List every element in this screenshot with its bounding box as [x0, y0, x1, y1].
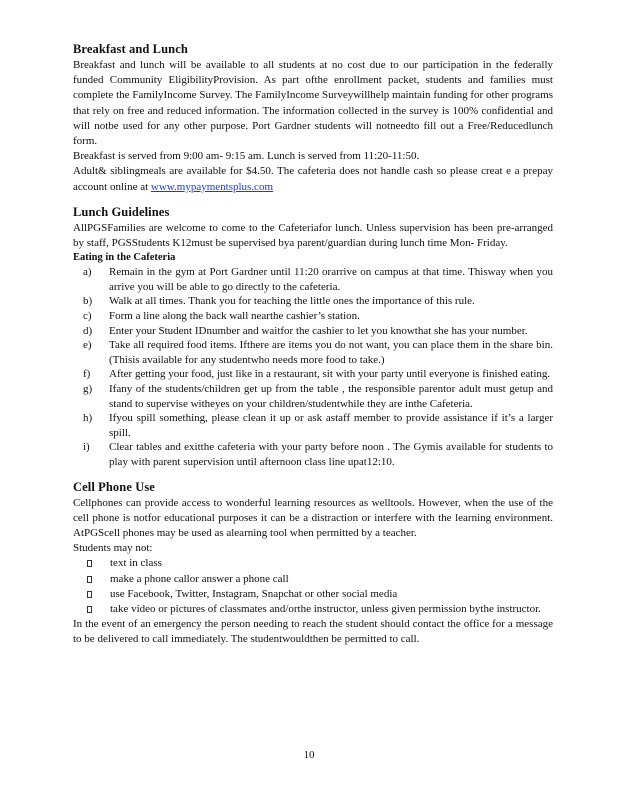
list-item: use Facebook, Twitter, Instagram, Snapchat or other social media [73, 587, 553, 602]
breakfast-lunch-heading: Breakfast and Lunch [73, 42, 188, 56]
adult-meals-paragraph [73, 164, 553, 194]
payments-link[interactable]: www.mypaymentsplus.com [150, 180, 273, 193]
breakfast-lunch-paragraph: Breakfast and lunch will be available to all students at no cost due to our participation in the federally funded Community EligibilityProvision. As part ofthe enrollment packet, students and families must complete the FamilyIncome Survey. The FamilyIncome Surveywillhelp maintain funding for other programs that rely on free and reduced information. The information collected in the survey is 100% confidential and will notbe used for any other purpose. Port Gardner students will notneedto fill out a Free/Reducedlunch form. [73, 59, 553, 148]
lunch-guidelines-section [73, 205, 553, 470]
list-item: a) Remain in the gym at Port Gardner until 11:20 orarrive on campus at that time. Thisway when you arrive you will be able to go directly to the cafeteria. [83, 266, 553, 293]
list-item: e) Take all required food items. Ifthere are items you do not want, you can place them in the share bin. (Thisis available for any studentwho needs more food to take.) [83, 339, 553, 366]
list-item: text in class [73, 556, 553, 571]
eating-cafeteria-subheading: Eating in the Cafeteria [73, 252, 176, 264]
prohibited-list [73, 556, 553, 617]
emergency-paragraph: In the event of an emergency the person needing to reach the student should contact the office for a message to be delivered to call immediately. The studentwouldthen be permitted to call. [73, 618, 553, 646]
cell-phone-section [73, 480, 553, 648]
list-item: b) Walk at all times. Thank you for teaching the little ones the importance of this rule. [83, 295, 475, 308]
cell-phone-paragraph: Cellphones can provide access to wonderful learning resources as welltools. However, when the use of the cell phone is notfor educational purposes it can be a distraction or interfere with the learning environment. AtPGScell phones may be used as alearning tool when permitted by a teacher. [73, 496, 553, 539]
bullet-icon [87, 606, 92, 613]
list-item: take video or pictures of classmates and/orthe instructor, unless given permission bythe instructor. [73, 602, 553, 617]
cell-phone-heading: Cell Phone Use [73, 479, 155, 494]
list-item: make a phone callor answer a phone call [73, 572, 553, 587]
adult-meals-text: Adult& siblingmeals are available for $4.50. The cafeteria does not handle cash so please creat e a prepay account online at [73, 165, 553, 193]
list-item: c) Form a line along the back wall nearthe cashier’s station. [83, 310, 360, 323]
students-may-not-label: Students may not: [73, 542, 153, 555]
cafeteria-rules-list [73, 265, 553, 469]
lunch-guidelines-heading: Lunch Guidelines [73, 204, 170, 219]
list-item: i) Clear tables and exitthe cafeteria with your party before noon . The Gymis available for students to play with parent supervision until afternoon class line upat12:10. [83, 441, 553, 468]
list-item: d) Enter your Student IDnumber and waitfor the cashier to let you knowthat she has your number. [83, 324, 528, 337]
page-number: 10 [303, 749, 315, 761]
lunch-guidelines-intro: AllPGSFamilies are welcome to come to the Cafeteriafor lunch. Unless supervision has been pre-arranged by staff, PGSStudents K12must be supervised bya parent/guardian during lunch time Mon- Friday. [73, 221, 553, 250]
bullet-icon [87, 576, 92, 583]
list-item: h) Ifyou spill something, please clean it up or ask astaff member to provide assistance if it’s a larger spill. [83, 412, 553, 439]
list-item: g) Ifany of the students/children get up from the table , the responsible parentor adult must getup and stand to supervise witheyes on your children/studentwhile they are inthe Cafeteria. [83, 382, 553, 410]
bullet-icon [87, 560, 92, 567]
meal-times: Breakfast is served from 9:00 am- 9:15 am. Lunch is served from 11:20-11:50. [73, 150, 420, 163]
document-page [73, 42, 553, 648]
breakfast-lunch-section [73, 42, 553, 195]
list-item: f) After getting your food, just like in a restaurant, sit with your party until everyone is finished eating. [83, 368, 551, 381]
bullet-icon [87, 591, 92, 598]
